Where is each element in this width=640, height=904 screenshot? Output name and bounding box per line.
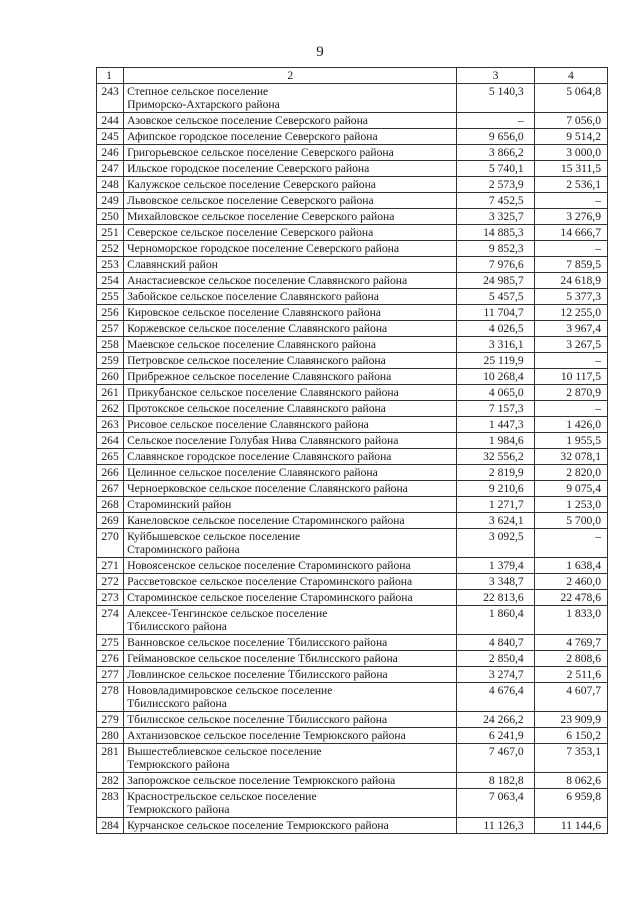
settlement-name-line: Анастасиевское сельское поселение Славянского района <box>127 274 408 287</box>
table-row <box>97 728 608 744</box>
row-number: 278 <box>97 683 124 712</box>
settlement-name-line: Алексее-Тенгинское сельское поселение <box>127 607 328 620</box>
amount-col-3: 3 348,7 <box>457 574 534 590</box>
settlement-name <box>124 353 457 369</box>
row-number: 259 <box>97 353 124 369</box>
table-body <box>97 68 608 834</box>
settlement-name-line: Петровское сельское поселение Славянского района <box>127 354 386 367</box>
settlement-name-line: Геймановское сельское поселение Тбилисского района <box>127 652 398 665</box>
settlement-name <box>124 225 457 241</box>
settlement-name-line: Прикубанское сельское поселение Славянского района <box>127 386 399 399</box>
amount-col-4: 2 808,6 <box>534 651 607 667</box>
amount-col-4: 4 769,7 <box>534 635 607 651</box>
table-row <box>97 590 608 606</box>
table-row <box>97 209 608 225</box>
table-row <box>97 353 608 369</box>
amount-col-4: – <box>534 193 607 209</box>
budget-table <box>96 67 608 834</box>
table-row <box>97 433 608 449</box>
settlement-name-line: Тбилисское сельское поселение Тбилисского района <box>127 713 388 726</box>
settlement-name <box>124 193 457 209</box>
row-number: 252 <box>97 241 124 257</box>
amount-col-4: 12 255,0 <box>534 305 607 321</box>
settlement-name-line: Прибрежное сельское поселение Славянского района <box>127 370 392 383</box>
amount-col-4: 7 859,5 <box>534 257 607 273</box>
row-number: 244 <box>97 113 124 129</box>
row-number: 267 <box>97 481 124 497</box>
amount-col-4: 3 276,9 <box>534 209 607 225</box>
amount-col-3: 7 157,3 <box>457 401 534 417</box>
amount-col-3: 3 316,1 <box>457 337 534 353</box>
row-number: 253 <box>97 257 124 273</box>
row-number: 272 <box>97 574 124 590</box>
settlement-name <box>124 84 457 113</box>
table-row <box>97 337 608 353</box>
amount-col-3: 4 840,7 <box>457 635 534 651</box>
settlement-name <box>124 449 457 465</box>
settlement-name-line: Афипское городское поселение Северского района <box>127 130 378 143</box>
table-row <box>97 273 608 289</box>
amount-col-3: 3 325,7 <box>457 209 534 225</box>
row-number: 245 <box>97 129 124 145</box>
amount-col-3: 3 866,2 <box>457 145 534 161</box>
amount-col-4: 1 833,0 <box>534 606 607 635</box>
settlement-name-line: Кировское сельское поселение Славянского района <box>127 306 381 319</box>
amount-col-4: 2 511,6 <box>534 667 607 683</box>
table-row <box>97 305 608 321</box>
settlement-name-line: Михайловское сельское поселение Северского района <box>127 210 395 223</box>
settlement-name-line: Темрюкского района <box>127 803 230 816</box>
amount-col-3: 9 210,6 <box>457 481 534 497</box>
settlement-name-line: Протокское сельское поселение Славянского района <box>127 402 386 415</box>
settlement-name-line: Канеловское сельское поселение Староминского района <box>127 514 405 527</box>
table-row <box>97 113 608 129</box>
amount-col-4: 2 820,0 <box>534 465 607 481</box>
page-number: 9 <box>316 44 324 60</box>
amount-col-3: 1 984,6 <box>457 433 534 449</box>
amount-col-3: 4 676,4 <box>457 683 534 712</box>
table-row <box>97 497 608 513</box>
amount-col-4: 5 064,8 <box>534 84 607 113</box>
row-number: 282 <box>97 773 124 789</box>
settlement-name <box>124 497 457 513</box>
table-row <box>97 369 608 385</box>
amount-col-3: 4 026,5 <box>457 321 534 337</box>
settlement-name <box>124 129 457 145</box>
amount-col-3: 9 656,0 <box>457 129 534 145</box>
settlement-name-line: Куйбышевское сельское поселение <box>127 530 301 543</box>
table-row <box>97 257 608 273</box>
settlement-name <box>124 113 457 129</box>
header-col-4: 4 <box>534 68 607 84</box>
amount-col-4: 5 700,0 <box>534 513 607 529</box>
table-row <box>97 574 608 590</box>
amount-col-3: 1 860,4 <box>457 606 534 635</box>
settlement-name-line: Краснострельское сельское поселение <box>127 790 317 803</box>
amount-col-3: 8 182,8 <box>457 773 534 789</box>
settlement-name-line: Староминского района <box>127 543 240 556</box>
table-row <box>97 225 608 241</box>
row-number: 268 <box>97 497 124 513</box>
amount-col-4: – <box>534 529 607 558</box>
amount-col-3: 25 119,9 <box>457 353 534 369</box>
table-row <box>97 129 608 145</box>
amount-col-3: 7 452,5 <box>457 193 534 209</box>
amount-col-4: 1 253,0 <box>534 497 607 513</box>
amount-col-3: – <box>457 113 534 129</box>
row-number: 251 <box>97 225 124 241</box>
settlement-name-line: Староминское сельское поселение Староминского района <box>127 591 413 604</box>
row-number: 260 <box>97 369 124 385</box>
table-row <box>97 321 608 337</box>
settlement-name-line: Приморско-Ахтарского района <box>127 98 280 111</box>
amount-col-4: 14 666,7 <box>534 225 607 241</box>
amount-col-3: 3 092,5 <box>457 529 534 558</box>
amount-col-3: 32 556,2 <box>457 449 534 465</box>
amount-col-4: 2 460,0 <box>534 574 607 590</box>
settlement-name-line: Староминский район <box>127 498 232 511</box>
row-number: 273 <box>97 590 124 606</box>
amount-col-4: 9 514,2 <box>534 129 607 145</box>
settlement-name-line: Ильское городское поселение Северского района <box>127 162 370 175</box>
settlement-name-line: Забойское сельское поселение Славянского района <box>127 290 379 303</box>
amount-col-4: 6 150,2 <box>534 728 607 744</box>
table-row <box>97 667 608 683</box>
settlement-name <box>124 145 457 161</box>
amount-col-3: 5 140,3 <box>457 84 534 113</box>
amount-col-3: 2 819,9 <box>457 465 534 481</box>
amount-col-3: 5 457,5 <box>457 289 534 305</box>
settlement-name-line: Черноморское городское поселение Северского района <box>127 242 399 255</box>
row-number: 264 <box>97 433 124 449</box>
settlement-name-line: Рассветовское сельское поселение Староминского района <box>127 575 413 588</box>
table-row <box>97 635 608 651</box>
amount-col-4: 7 353,1 <box>534 744 607 773</box>
amount-col-4: – <box>534 401 607 417</box>
amount-col-3: 3 624,1 <box>457 513 534 529</box>
row-number: 257 <box>97 321 124 337</box>
row-number: 248 <box>97 177 124 193</box>
table-row <box>97 606 608 635</box>
settlement-name-line: Григорьевское сельское поселение Северского района <box>127 146 394 159</box>
settlement-name <box>124 635 457 651</box>
settlement-name-line: Ахтанизовское сельское поселение Темрюкского района <box>127 729 406 742</box>
settlement-name <box>124 417 457 433</box>
table-row <box>97 449 608 465</box>
settlement-name <box>124 574 457 590</box>
amount-col-3: 24 266,2 <box>457 712 534 728</box>
row-number: 247 <box>97 161 124 177</box>
settlement-name-line: Черноерковское сельское поселение Славянского района <box>127 482 408 495</box>
settlement-name-line: Темрюкского района <box>127 758 230 771</box>
amount-col-3: 4 065,0 <box>457 385 534 401</box>
settlement-name-line: Степное сельское поселение <box>127 85 269 98</box>
row-number: 280 <box>97 728 124 744</box>
row-number: 256 <box>97 305 124 321</box>
table-row <box>97 145 608 161</box>
row-number: 271 <box>97 558 124 574</box>
row-number: 243 <box>97 84 124 113</box>
settlement-name <box>124 433 457 449</box>
row-number: 276 <box>97 651 124 667</box>
table-row <box>97 529 608 558</box>
amount-col-4: 22 478,6 <box>534 590 607 606</box>
settlement-name-line: Тбилисского района <box>127 620 227 633</box>
row-number: 270 <box>97 529 124 558</box>
table-row <box>97 161 608 177</box>
table-row <box>97 773 608 789</box>
table-row <box>97 465 608 481</box>
settlement-name <box>124 667 457 683</box>
amount-col-4: 11 144,6 <box>534 818 607 834</box>
table-row <box>97 289 608 305</box>
settlement-name-line: Славянское городское поселение Славянского района <box>127 450 392 463</box>
settlement-name <box>124 481 457 497</box>
amount-col-3: 14 885,3 <box>457 225 534 241</box>
amount-col-3: 11 704,7 <box>457 305 534 321</box>
row-number: 265 <box>97 449 124 465</box>
settlement-name <box>124 789 457 818</box>
settlement-name-line: Целинное сельское поселение Славянского района <box>127 466 378 479</box>
amount-col-4: 2 536,1 <box>534 177 607 193</box>
settlement-name <box>124 651 457 667</box>
table-row <box>97 712 608 728</box>
settlement-name <box>124 744 457 773</box>
settlement-name-line: Вышестеблиевское сельское поселение <box>127 745 322 758</box>
settlement-name-line: Рисовое сельское поселение Славянского района <box>127 418 369 431</box>
row-number: 249 <box>97 193 124 209</box>
amount-col-3: 7 467,0 <box>457 744 534 773</box>
settlement-name <box>124 209 457 225</box>
settlement-name <box>124 712 457 728</box>
header-col-1: 1 <box>97 68 124 84</box>
settlement-name <box>124 241 457 257</box>
table-row <box>97 558 608 574</box>
settlement-name <box>124 273 457 289</box>
settlement-name-line: Ванновское сельское поселение Тбилисского района <box>127 636 388 649</box>
amount-col-3: 3 274,7 <box>457 667 534 683</box>
amount-col-4: 4 607,7 <box>534 683 607 712</box>
header-col-3: 3 <box>457 68 534 84</box>
row-number: 254 <box>97 273 124 289</box>
settlement-name <box>124 369 457 385</box>
settlement-name-line: Новоясенское сельское поселение Староминского района <box>127 559 411 572</box>
settlement-name <box>124 401 457 417</box>
amount-col-4: – <box>534 353 607 369</box>
settlement-name-line: Ловлинское сельское поселение Тбилисского района <box>127 668 388 681</box>
table-row <box>97 481 608 497</box>
settlement-name <box>124 321 457 337</box>
table-row <box>97 241 608 257</box>
settlement-name-line: Сельское поселение Голубая Нива Славянского района <box>127 434 399 447</box>
amount-col-3: 11 126,3 <box>457 818 534 834</box>
row-number: 281 <box>97 744 124 773</box>
settlement-name <box>124 818 457 834</box>
row-number: 250 <box>97 209 124 225</box>
settlement-name-line: Северское сельское поселение Северского района <box>127 226 374 239</box>
amount-col-4: 10 117,5 <box>534 369 607 385</box>
amount-col-4: 32 078,1 <box>534 449 607 465</box>
amount-col-4: 5 377,3 <box>534 289 607 305</box>
settlement-name <box>124 305 457 321</box>
settlement-name <box>124 337 457 353</box>
amount-col-3: 24 985,7 <box>457 273 534 289</box>
settlement-name <box>124 728 457 744</box>
amount-col-4: 24 618,9 <box>534 273 607 289</box>
settlement-name-line: Азовское сельское поселение Северского района <box>127 114 368 127</box>
amount-col-3: 1 271,7 <box>457 497 534 513</box>
amount-col-3: 6 241,9 <box>457 728 534 744</box>
row-number: 277 <box>97 667 124 683</box>
amount-col-4: 3 000,0 <box>534 145 607 161</box>
row-number: 274 <box>97 606 124 635</box>
table-row <box>97 193 608 209</box>
settlement-name-line: Тбилисского района <box>127 697 227 710</box>
settlement-name <box>124 385 457 401</box>
amount-col-4: 6 959,8 <box>534 789 607 818</box>
settlement-name <box>124 257 457 273</box>
settlement-name <box>124 529 457 558</box>
settlement-name-line: Запорожское сельское поселение Темрюкского района <box>127 774 396 787</box>
row-number: 269 <box>97 513 124 529</box>
settlement-name <box>124 773 457 789</box>
row-number: 279 <box>97 712 124 728</box>
settlement-name <box>124 289 457 305</box>
settlement-name <box>124 177 457 193</box>
amount-col-3: 22 813,6 <box>457 590 534 606</box>
settlement-name <box>124 161 457 177</box>
settlement-name <box>124 683 457 712</box>
settlement-name-line: Коржевское сельское поселение Славянского района <box>127 322 388 335</box>
row-number: 283 <box>97 789 124 818</box>
amount-col-4: 2 870,9 <box>534 385 607 401</box>
settlement-name <box>124 558 457 574</box>
row-number: 246 <box>97 145 124 161</box>
amount-col-4: 3 267,5 <box>534 337 607 353</box>
table-row <box>97 177 608 193</box>
row-number: 266 <box>97 465 124 481</box>
settlement-name-line: Нововладимировское сельское поселение <box>127 684 333 697</box>
settlement-name-line: Курчанское сельское поселение Темрюкского района <box>127 819 389 832</box>
table-row <box>97 683 608 712</box>
amount-col-3: 2 850,4 <box>457 651 534 667</box>
settlement-name <box>124 513 457 529</box>
amount-col-4: 3 967,4 <box>534 321 607 337</box>
row-number: 261 <box>97 385 124 401</box>
amount-col-3: 2 573,9 <box>457 177 534 193</box>
row-number: 263 <box>97 417 124 433</box>
amount-col-4: 1 638,4 <box>534 558 607 574</box>
amount-col-4: 8 062,6 <box>534 773 607 789</box>
amount-col-4: 1 955,5 <box>534 433 607 449</box>
amount-col-4: – <box>534 241 607 257</box>
row-number: 284 <box>97 818 124 834</box>
amount-col-4: 15 311,5 <box>534 161 607 177</box>
header-col-2: 2 <box>124 68 457 84</box>
settlement-name <box>124 465 457 481</box>
amount-col-4: 9 075,4 <box>534 481 607 497</box>
amount-col-3: 7 063,4 <box>457 789 534 818</box>
amount-col-4: 7 056,0 <box>534 113 607 129</box>
row-number: 255 <box>97 289 124 305</box>
settlement-name-line: Славянский район <box>127 258 218 271</box>
table-row <box>97 84 608 113</box>
table-row <box>97 744 608 773</box>
amount-col-3: 10 268,4 <box>457 369 534 385</box>
amount-col-3: 7 976,6 <box>457 257 534 273</box>
amount-col-3: 1 379,4 <box>457 558 534 574</box>
amount-col-4: 1 426,0 <box>534 417 607 433</box>
table-row <box>97 789 608 818</box>
row-number: 275 <box>97 635 124 651</box>
settlement-name <box>124 590 457 606</box>
amount-col-4: 23 909,9 <box>534 712 607 728</box>
settlement-name-line: Калужское сельское поселение Северского района <box>127 178 376 191</box>
settlement-name <box>124 606 457 635</box>
amount-col-3: 9 852,3 <box>457 241 534 257</box>
amount-col-3: 1 447,3 <box>457 417 534 433</box>
row-number: 262 <box>97 401 124 417</box>
settlement-name-line: Маевское сельское поселение Славянского района <box>127 338 377 351</box>
table-header-row <box>97 68 608 84</box>
table-row <box>97 513 608 529</box>
row-number: 258 <box>97 337 124 353</box>
table-row <box>97 401 608 417</box>
amount-col-3: 5 740,1 <box>457 161 534 177</box>
table-row <box>97 818 608 834</box>
table-row <box>97 417 608 433</box>
table-row <box>97 385 608 401</box>
settlement-name-line: Львовское сельское поселение Северского района <box>127 194 374 207</box>
table-row <box>97 651 608 667</box>
